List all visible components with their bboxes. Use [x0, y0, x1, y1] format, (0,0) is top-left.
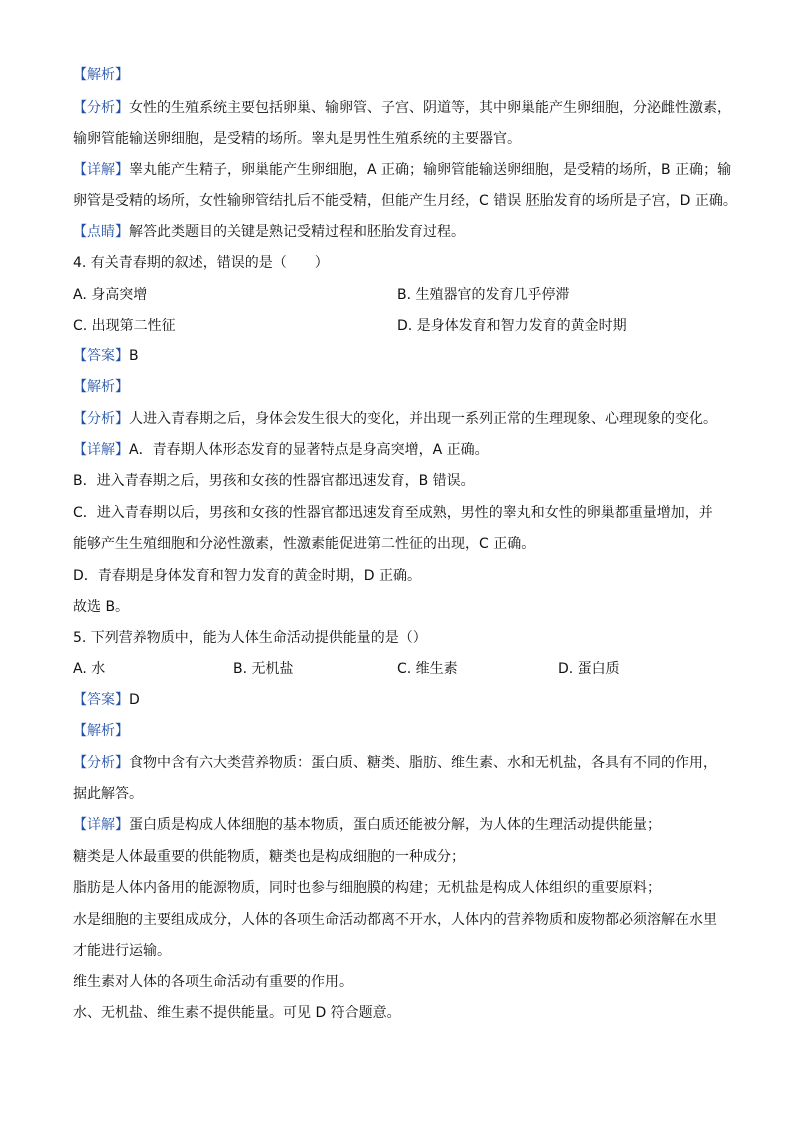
- q5-analysis-line-2: 据此解答。: [73, 786, 143, 802]
- q5-option-c: C. 维生素: [397, 661, 458, 677]
- q4-option-d: D. 是身体发育和智力发育的黄金时期: [397, 318, 627, 334]
- analysis-label: 【分析】: [73, 100, 129, 116]
- q4-detail-c-line-1: C．进入青春期以后，男孩和女孩的性器官都迅速发育至成熟，男性的睾丸和女性的卵巢都重量增加，并: [73, 505, 713, 521]
- q5-detail-line-6: 维生素对人体的各项生命活动有重要的作用。: [73, 974, 353, 990]
- q4-analysis: 【分析】人进入青春期之后，身体会发生很大的变化，并出现一系列正常的生理现象、心理现象的变化。: [73, 411, 717, 427]
- q4-conclusion: 故选 B。: [73, 599, 130, 615]
- section-label-jiexi: 【解析】: [73, 379, 129, 395]
- q3-analysis-line-2: 输卵管能输送卵细胞，是受精的场所。睾丸是男性生殖系统的主要器官。: [73, 131, 521, 147]
- q4-option-b: B. 生殖器官的发育几乎停滞: [397, 287, 570, 303]
- q5-detail-line-4: 水是细胞的主要组成成分，人体的各项生命活动都离不开水，人体内的营养物质和废物都必须溶解在水里: [73, 912, 717, 928]
- q4-option-a: A. 身高突增: [73, 287, 148, 303]
- q4-answer: 【答案】B: [73, 348, 139, 364]
- detail-label: 【详解】: [73, 442, 129, 458]
- analysis-label: 【分析】: [73, 755, 129, 771]
- question-4-stem: 4. 有关青春期的叙述，错误的是（ ）: [73, 255, 329, 271]
- answer-label: 【答案】: [73, 348, 129, 364]
- q4-detail-a: 【详解】A．青春期人体形态发育的显著特点是身高突增，A 正确。: [73, 442, 489, 458]
- q5-detail-line-3: 脂肪是人体内备用的能源物质，同时也参与细胞膜的构建；无机盐是构成人体组织的重要原料；: [73, 880, 661, 896]
- q5-detail-line-7: 水、无机盐、维生素不提供能量。可见 D 符合题意。: [73, 1005, 401, 1021]
- q5-option-d: D. 蛋白质: [558, 661, 620, 677]
- question-5-stem: 5. 下列营养物质中，能为人体生命活动提供能量的是（）: [73, 630, 427, 646]
- q5-option-b: B. 无机盐: [233, 661, 294, 677]
- q4-option-c: C. 出现第二性征: [73, 318, 176, 334]
- q3-analysis-line-1: 【分析】女性的生殖系统主要包括卵巢、输卵管、子宫、阴道等，其中卵巢能产生卵细胞，分泌雌性激素，: [73, 100, 731, 116]
- q3-detail-line-2: 卵管是受精的场所，女性输卵管结扎后不能受精，但能产生月经，C 错误 胚胎发育的场所是子宫，D 正确。: [73, 193, 737, 209]
- q3-detail-line-1: 【详解】睾丸能产生精子，卵巢能产生卵细胞，A 正确；输卵管能输送卵细胞，是受精的场所，B 正确；输: [73, 162, 732, 178]
- q4-detail-d: D．青春期是身体发育和智力发育的黄金时期，D 正确。: [73, 568, 422, 584]
- q5-option-a: A. 水: [73, 661, 106, 677]
- q5-detail-line-2: 糖类是人体最重要的供能物质，糖类也是构成细胞的一种成分；: [73, 849, 465, 865]
- q5-analysis-line-1: 【分析】食物中含有六大类营养物质：蛋白质、糖类、脂肪、维生素、水和无机盐，各具有不同的作用，: [73, 755, 717, 771]
- section-label-jiexi: 【解析】: [73, 67, 129, 83]
- detail-label: 【详解】: [73, 817, 129, 833]
- q5-detail-line-1: 【详解】蛋白质是构成人体细胞的基本物质，蛋白质还能被分解，为人体的生理活动提供能量；: [73, 817, 661, 833]
- detail-label: 【详解】: [73, 162, 129, 178]
- comment-label: 【点睛】: [73, 224, 129, 240]
- q4-detail-b: B．进入青春期之后，男孩和女孩的性器官都迅速发育，B 错误。: [73, 473, 475, 489]
- q4-detail-c-line-2: 能够产生生殖细胞和分泌性激素，性激素能促进第二性征的出现，C 正确。: [73, 536, 536, 552]
- q5-detail-line-5: 才能进行运输。: [73, 943, 171, 959]
- analysis-label: 【分析】: [73, 411, 129, 427]
- q5-answer: 【答案】D: [73, 692, 140, 708]
- answer-label: 【答案】: [73, 692, 129, 708]
- section-label-jiexi: 【解析】: [73, 723, 129, 739]
- q3-comment: 【点睛】解答此类题目的关键是熟记受精过程和胚胎发育过程。: [73, 224, 465, 240]
